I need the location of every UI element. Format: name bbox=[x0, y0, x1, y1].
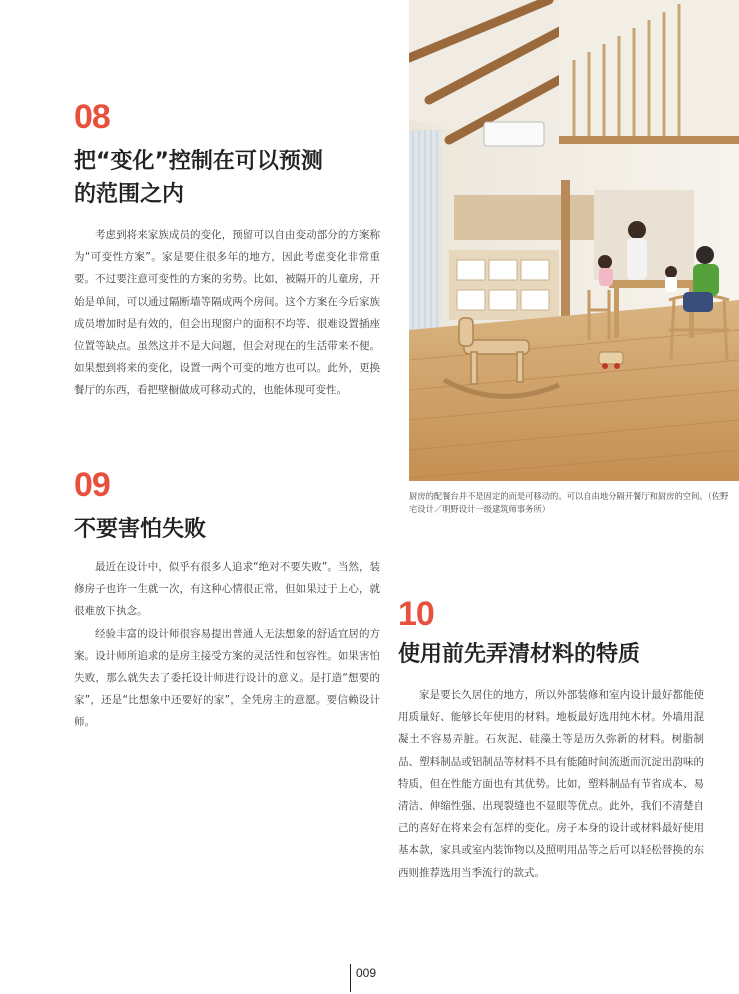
section-heading-09 bbox=[74, 513, 394, 546]
folio-divider bbox=[350, 964, 351, 992]
paragraph: 经验丰富的设计师很容易提出普通人无法想象的舒适宜居的方案。设计师所追求的是房主接受方案的灵活性和包容性。如果害怕失败，那么就失去了委托设计师进行设计的意义。是打造“想要的家”，还是“比想象中还要好的家”，全凭房主的意愿。要信赖设计师。 bbox=[74, 627, 380, 729]
section-body-09 bbox=[74, 556, 380, 734]
section-heading-10 bbox=[398, 638, 718, 671]
section-heading-08 bbox=[74, 145, 394, 211]
interior-photo bbox=[409, 0, 739, 481]
section-body-08 bbox=[74, 224, 380, 402]
photo-caption: 厨房的配餐台并不是固定的而是可移动的。可以自由地分隔开餐厅和厨房的空间。（佐野宅设计／明野设计一级建筑师事务所） bbox=[409, 491, 729, 514]
section-body-10 bbox=[398, 684, 704, 884]
page-number: 009 bbox=[356, 966, 377, 980]
section-heading-09-line1: 不要害怕失败 bbox=[74, 517, 207, 542]
section-number-08: 08 bbox=[74, 98, 110, 136]
paragraph: 考虑到将来家族成员的变化，预留可以自由变动部分的方案称为“可变性方案”。家是要住很多年的地方，因此考虑变化非常重要。不过要注意可变性的方案的劣势。比如，被隔开的儿童房，开始是单间，可以通过隔断墙等隔成两个房间。这个方案在今后家族成员增加时是有效的，但会出现窗户的面积不均等、很难设置插座位置等缺点。虽然这并不是大问题，但会对现在的生活带来不便。如果想到将来的变化，设置一两个可变的地方也可以。此外，更换餐厅的东西，看把壁橱做成可移动式的，也能体现可变性。 bbox=[74, 229, 380, 397]
section-number-10: 10 bbox=[398, 595, 434, 633]
section-heading-10-line1: 使用前先弄清材料的特质 bbox=[398, 642, 641, 667]
interior-photo-icon bbox=[409, 0, 739, 481]
section-heading-08-line1: 把“变化”控制在可以预测 bbox=[74, 149, 323, 174]
paragraph: 最近在设计中，似乎有很多人追求“绝对不要失败”。当然，装修房子也许一生就一次，有这种心情很正常，但如果过于上心，就很难放下执念。 bbox=[74, 561, 380, 618]
section-number-09: 09 bbox=[74, 466, 110, 504]
section-heading-08-line2: 的范围之内 bbox=[74, 182, 185, 207]
paragraph: 家是要长久居住的地方，所以外部装修和室内设计最好都能使用质量好、能够长年使用的材料。地板最好选用纯木材。外墙用混凝土不容易弄脏。石灰泥、硅藻土等是历久弥新的材料。树脂制品、塑料制品或铝制品等材料不具有能随时间流逝而沉淀出韵味的特质，但在性能方面也有其优势。比如，塑料制品有节省成本、易清洁、伸缩性强、出现裂缝也不显眼等优点。此外，我们不清楚自己的喜好在将来会有怎样的变化。房子本身的设计或材料最好使用基本款，家具或室内装饰物以及照明用品等之后可以轻松替换的东西则推荐选用当季流行的款式。 bbox=[398, 689, 704, 879]
